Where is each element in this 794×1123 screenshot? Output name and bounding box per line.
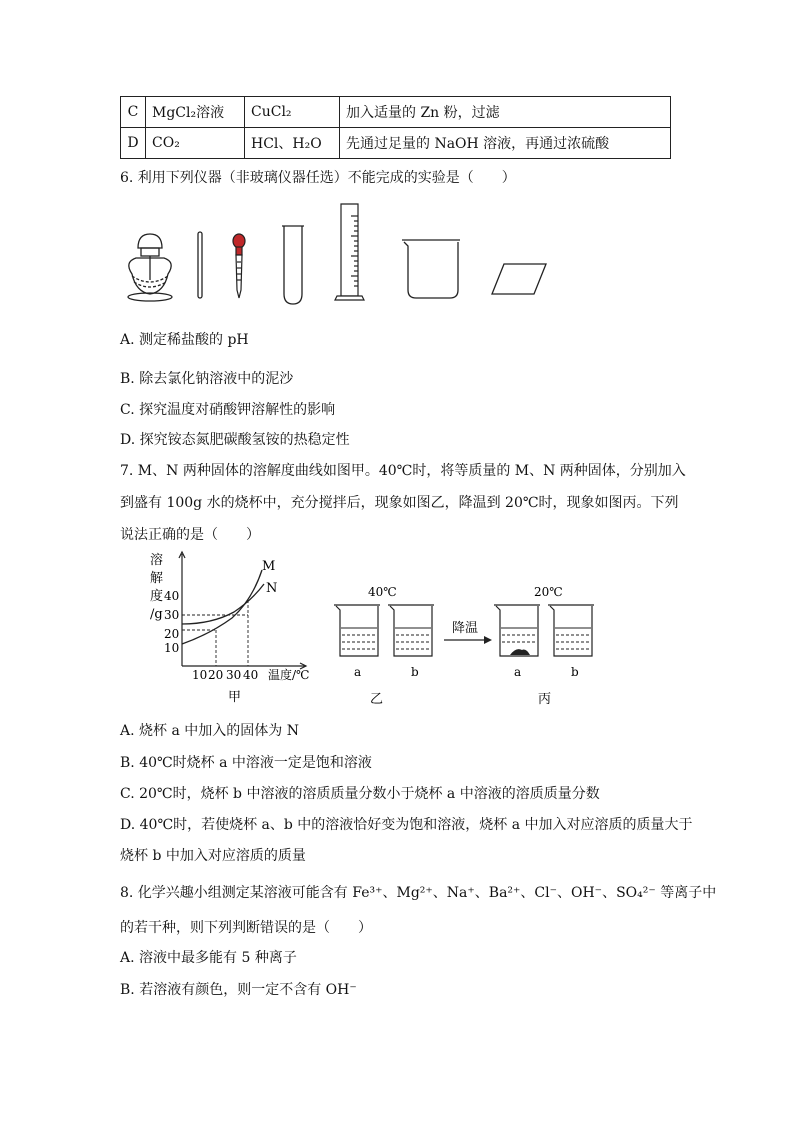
beakers-40c bbox=[334, 585, 434, 707]
lab-apparatus-figure bbox=[110, 196, 560, 312]
q6-option-b: B. 除去氯化钠溶液中的泥沙 bbox=[120, 371, 294, 387]
q7-stem-line-3: 说法正确的是（ ） bbox=[120, 527, 260, 543]
y-axis-label-4: /g bbox=[150, 607, 163, 622]
curve-n bbox=[182, 584, 264, 624]
y-tick-30: 30 bbox=[164, 608, 180, 622]
row-label: D bbox=[121, 128, 146, 159]
q6-option-d: D. 探究铵态氮肥碳酸氢铵的热稳定性 bbox=[120, 432, 350, 448]
test-tube-icon bbox=[282, 226, 304, 304]
curve-m-label: M bbox=[262, 559, 276, 574]
solubility-graph bbox=[150, 552, 309, 705]
q6-option-c: C. 探究温度对硝酸钾溶解性的影响 bbox=[120, 402, 336, 418]
x-tick-30: 30 bbox=[226, 668, 242, 682]
answer-table bbox=[120, 96, 671, 159]
q7-stem-line-1: 7. M、N 两种固体的溶解度曲线如图甲。40℃时，将等质量的 M、N 两种固体，分别加入 bbox=[120, 463, 686, 479]
table-row bbox=[121, 97, 671, 128]
method-cell: 加入适量的 Zn 粉，过滤 bbox=[340, 97, 671, 128]
x-axis-label: 温度/℃ bbox=[268, 668, 310, 682]
q8-stem-line-2: 的若干种，则下列判断错误的是（ ） bbox=[120, 920, 372, 936]
alcohol-lamp-icon bbox=[128, 234, 172, 301]
solubility-figure bbox=[140, 548, 600, 708]
substance-cell: MgCl₂溶液 bbox=[146, 97, 245, 128]
q8-option-b: B. 若溶液有颜色，则一定不含有 OH⁻ bbox=[120, 982, 357, 998]
y-tick-20: 20 bbox=[164, 627, 180, 641]
q6-option-a: A. 测定稀盐酸的 pH bbox=[120, 332, 249, 348]
curve-m bbox=[182, 570, 262, 644]
dropper-icon bbox=[233, 234, 245, 298]
figure-label-yi: 乙 bbox=[370, 692, 384, 707]
x-tick-10: 10 bbox=[192, 668, 208, 682]
cooling-arrow bbox=[444, 621, 492, 644]
q7-option-b: B. 40℃时烧杯 a 中溶液一定是饱和溶液 bbox=[120, 755, 372, 771]
glass-rod-icon bbox=[198, 232, 202, 298]
x-tick-20: 20 bbox=[208, 668, 224, 682]
q8-option-a: A. 溶液中最多能有 5 种离子 bbox=[120, 950, 297, 966]
temp-label-20: 20℃ bbox=[534, 585, 563, 599]
beaker-b-label: b bbox=[411, 665, 419, 679]
y-axis-label-1: 溶 bbox=[150, 553, 164, 568]
row-label: C bbox=[121, 97, 146, 128]
impurity-cell: CuCl₂ bbox=[245, 97, 340, 128]
substance-cell: CO₂ bbox=[146, 128, 245, 159]
y-axis-label-2: 解 bbox=[150, 571, 164, 586]
q7-option-c: C. 20℃时，烧杯 b 中溶液的溶质质量分数小于烧杯 a 中溶液的溶质质量分数 bbox=[120, 786, 600, 802]
impurity-cell: HCl、H₂O bbox=[245, 128, 340, 159]
y-tick-10: 10 bbox=[164, 641, 180, 655]
q8-stem-line-1: 8. 化学兴趣小组测定某溶液可能含有 Fe³⁺、Mg²⁺、Na⁺、Ba²⁺、Cl⁻、OH⁻、SO₄²⁻ 等离子中 bbox=[120, 885, 717, 901]
q6-stem: 6. 利用下列仪器（非玻璃仪器任选）不能完成的实验是（ ） bbox=[120, 170, 516, 186]
method-cell: 先通过足量的 NaOH 溶液，再通过浓硫酸 bbox=[340, 128, 671, 159]
q7-option-a: A. 烧杯 a 中加入的固体为 N bbox=[120, 723, 299, 739]
beaker-a-label: a bbox=[354, 665, 362, 679]
y-tick-40: 40 bbox=[164, 589, 180, 603]
figure-label-bing: 丙 bbox=[538, 692, 552, 707]
cooling-label: 降温 bbox=[452, 621, 479, 636]
temp-label-40: 40℃ bbox=[368, 585, 397, 599]
graduated-cylinder-icon bbox=[335, 204, 364, 300]
q7-stem-line-2: 到盛有 100g 水的烧杯中，充分搅拌后，现象如图乙，降温到 20℃时，现象如图丙。下列 bbox=[120, 495, 679, 511]
table-row bbox=[121, 128, 671, 159]
figure-label-jia: 甲 bbox=[228, 690, 242, 705]
x-tick-40: 40 bbox=[243, 668, 259, 682]
q7-option-d-cont: 烧杯 b 中加入对应溶质的质量 bbox=[120, 848, 306, 864]
beaker-b-label-bing: b bbox=[571, 665, 579, 679]
q7-option-d: D. 40℃时，若使烧杯 a、b 中的溶液恰好变为饱和溶液，烧杯 a 中加入对应溶质的质量大于 bbox=[120, 817, 693, 833]
beakers-20c bbox=[494, 585, 594, 707]
filter-paper-icon bbox=[492, 264, 546, 294]
curve-n-label: N bbox=[266, 581, 278, 596]
beaker-icon bbox=[402, 240, 460, 298]
beaker-a-label-bing: a bbox=[514, 665, 522, 679]
y-axis-label-3: 度 bbox=[150, 589, 164, 604]
